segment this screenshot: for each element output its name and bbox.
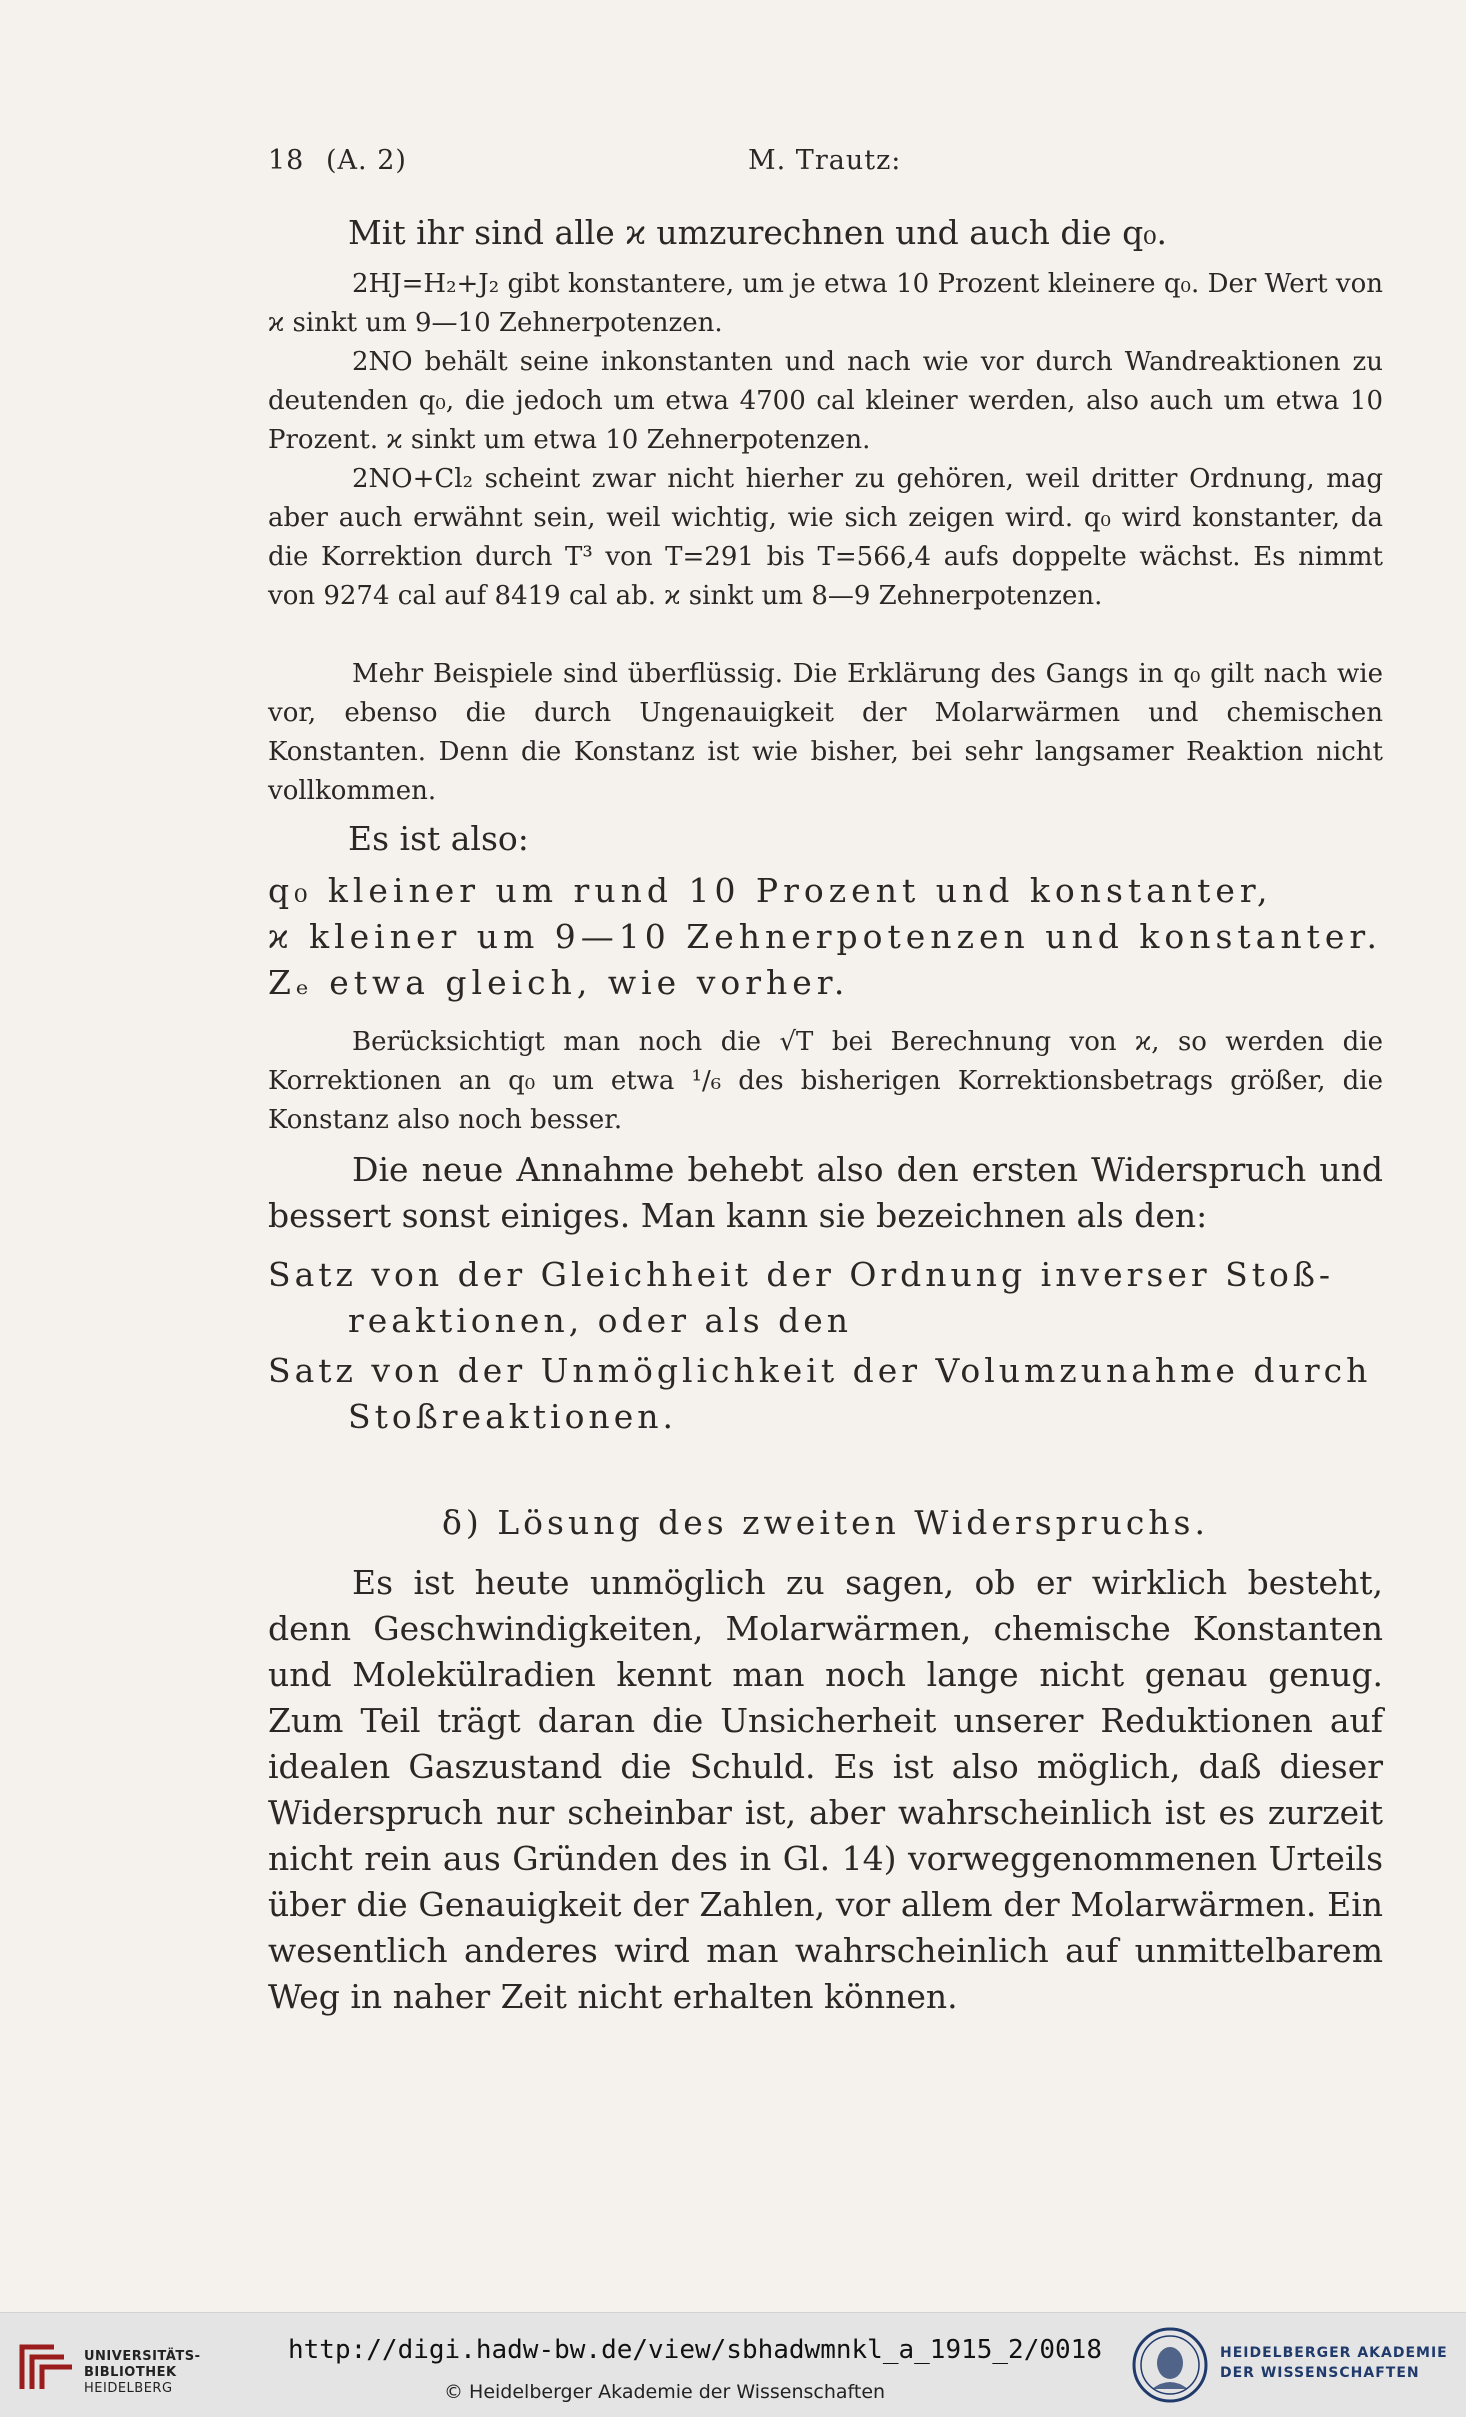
library-name-line-1: UNIVERSITÄTS- (84, 2349, 201, 2364)
paragraph-sqrt-t: Berücksichtigt man noch die √T bei Berechnung von ϰ, so werden die Korrektionen an q₀ um etwa ¹/₆ des bisherigen Korrektionsbetrags größer, die Konstanz also noch besser. (268, 1027, 1383, 1135)
library-emblem-icon (14, 2333, 78, 2397)
academy-name-line-1: HEIDELBERGER AKADEMIE (1220, 2345, 1448, 2361)
page-number: 18 (268, 145, 305, 176)
result-item-ze: Zₑ etwa gleich, wie vorher. (268, 963, 850, 1002)
footer-bar (0, 2312, 1466, 2417)
section-heading: δ) Lösung des zweiten Widerspruchs. (442, 1503, 1209, 1542)
theorem-1-line-1: Satz von der Gleichheit der Ordnung inverser Stoß- (268, 1255, 1335, 1294)
theorem-1-line-2: reaktionen, oder als den (348, 1301, 853, 1340)
paragraph-nocl: 2NO+Cl₂ scheint zwar nicht hierher zu gehören, weil dritter Ordnung, mag aber auch erwähnt sein, weil wichtig, wie sich zeigen wird. q₀ wird konstanter, da die Korrektion durch T³ von T=291 bis T=566,4 aufs doppelte wächst. Es nimmt von 9274 cal auf 8419 cal ab. ϰ sinkt um 8—9 Zehnerpotenzen. (268, 464, 1383, 611)
library-name-line-3: HEIDELBERG (84, 2381, 173, 2396)
theorem-2-line-1: Satz von der Unmöglichkeit der Volumzunahme durch (268, 1351, 1372, 1390)
result-item-kappa: ϰ kleiner um 9—10 Zehnerpotenzen und konstanter. (268, 917, 1383, 956)
academy-seal-icon[interactable] (1130, 2323, 1210, 2407)
paragraph-new-assumption: Die neue Annahme behebt also den ersten Widerspruch und bessert sonst einiges. Man kann sie bezeichnen als den: (268, 1150, 1383, 1235)
copyright-notice: © Heidelberger Akademie der Wissenschaften (444, 2381, 886, 2403)
paragraph-second-contradiction: Es ist heute unmöglich zu sagen, ob er wirklich besteht, denn Geschwindigkeiten, Molarwärmen, chemische Konstanten und Molekülradien kennt man noch lange nicht genau genug. Zum Teil trägt daran die Unsicherheit unserer Reduktionen auf idealen Gaszustand die Schuld. Es ist also möglich, daß dieser Widerspruch nur scheinbar ist, aber wahrscheinlich ist es zurzeit nicht rein aus Gründen des in Gl. 14) vorweggenommenen Urteils über die Genauigkeit der Zahlen, vor allem der Molarwärmen. Ein wesentlich anderes wird man wahrscheinlich auf unmittelbarem Weg in naher Zeit nicht erhalten können. (268, 1563, 1383, 2016)
theorem-2 (268, 1348, 1383, 1440)
theorem-1 (268, 1252, 1383, 1344)
result-list (268, 868, 1383, 1006)
university-library-logo[interactable] (14, 2333, 201, 2397)
paragraph-hj: 2HJ=H₂+J₂ gibt konstantere, um je etwa 10 Prozent kleinere q₀. Der Wert von ϰ sinkt um 9—10 Zehnerpotenzen. (268, 269, 1383, 338)
section-ref: (A. 2) (326, 145, 407, 176)
theorem-2-line-2: Stoßreaktionen. (348, 1397, 677, 1436)
paragraph-examples: Mehr Beispiele sind überflüssig. Die Erklärung des Gangs in q₀ gilt nach wie vor, ebenso die durch Ungenauigkeit der Molarwärmen und chemischen Konstanten. Denn die Konstanz ist wie bisher, bei sehr langsamer Reaktion nicht vollkommen. (268, 659, 1383, 806)
result-item-q0: q₀ kleiner um rund 10 Prozent und konstanter, (268, 871, 1273, 910)
paragraph-intro: Mit ihr sind alle ϰ umzurechnen und auch die q₀. (348, 213, 1167, 252)
academy-name-line-2: DER WISSENSCHAFTEN (1220, 2365, 1420, 2381)
es-ist-also: Es ist also: (348, 819, 529, 858)
author-name: M. Trautz: (748, 145, 902, 176)
permalink-url[interactable]: http://digi.hadw-bw.de/view/sbhadwmnkl_a_1915_2/0018 (288, 2335, 1102, 2365)
library-name-line-2: BIBLIOTHEK (84, 2365, 177, 2380)
academy-name[interactable] (1220, 2343, 1448, 2383)
paragraph-no: 2NO behält seine inkonstanten und nach wie vor durch Wandreaktionen zu deutenden q₀, die jedoch um etwa 4700 cal kleiner werden, also auch um etwa 10 Prozent. ϰ sinkt um etwa 10 Zehnerpotenzen. (268, 347, 1383, 455)
